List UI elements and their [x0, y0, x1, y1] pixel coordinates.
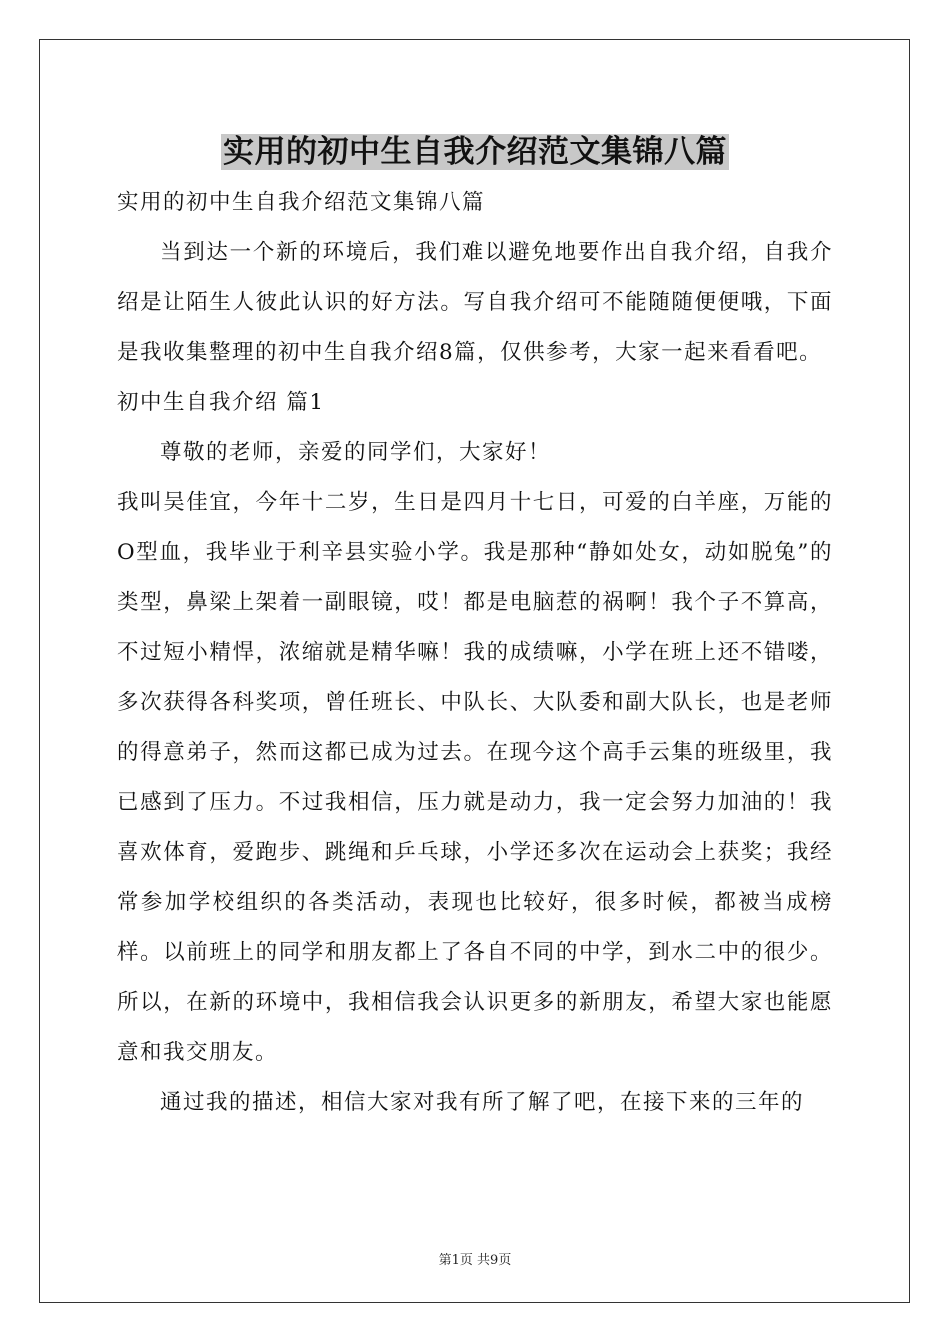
document-title — [117, 132, 833, 172]
document-content — [117, 118, 833, 1128]
document-subtitle: 实用的初中生自我介绍范文集锦八篇 — [117, 190, 486, 215]
greeting-paragraph: 尊敬的老师，亲爱的同学们，大家好！ — [160, 440, 552, 465]
section-heading: 初中生自我介绍 篇1 — [117, 390, 325, 415]
body-paragraph: 我叫吴佳宜，今年十二岁，生日是四月十七日，可爱的白羊座，万能的O型血，我毕业于利辛县实验小学。我是那种“静如处女，动如脱兔”的类型，鼻梁上架着一副眼镜，哎！都是电脑惹的祸啊！我个子不算高，不过短小精悍，浓缩就是精华嘛！我的成绩嘛，小学在班上还不错喽，多次获得各科奖项，曾任班长、中队长、大队委和副大队长，也是老师的得意弟子，然而这都已成为过去。在现今这个高手云集的班级里，我已感到了压力。不过我相信，压力就是动力，我一定会努力加油的！我喜欢体育，爱跑步、跳绳和乒乓球，小学还多次在运动会上获奖；我经常参加学校组织的各类活动，表现也比较好，很多时候，都被当成榜样。以前班上的同学和朋友都上了各自不同的中学，到水二中的很少。所以，在新的环境中，我相信我会认识更多的新朋友，希望大家也能愿意和我交朋友。 — [117, 490, 833, 1065]
closing-paragraph: 通过我的描述，相信大家对我有所了解了吧，在接下来的三年的 — [160, 1090, 805, 1115]
intro-paragraph: 当到达一个新的环境后，我们难以避免地要作出自我介绍，自我介绍是让陌生人彼此认识的好方法。写自我介绍可不能随随便便哦，下面是我收集整理的初中生自我介绍8篇，仅供参考，大家一起来看看吧。 — [117, 240, 833, 365]
title-text: 实用的初中生自我介绍范文集锦八篇 — [223, 134, 727, 170]
page-number-footer: 第1页 共9页 — [438, 1253, 512, 1268]
